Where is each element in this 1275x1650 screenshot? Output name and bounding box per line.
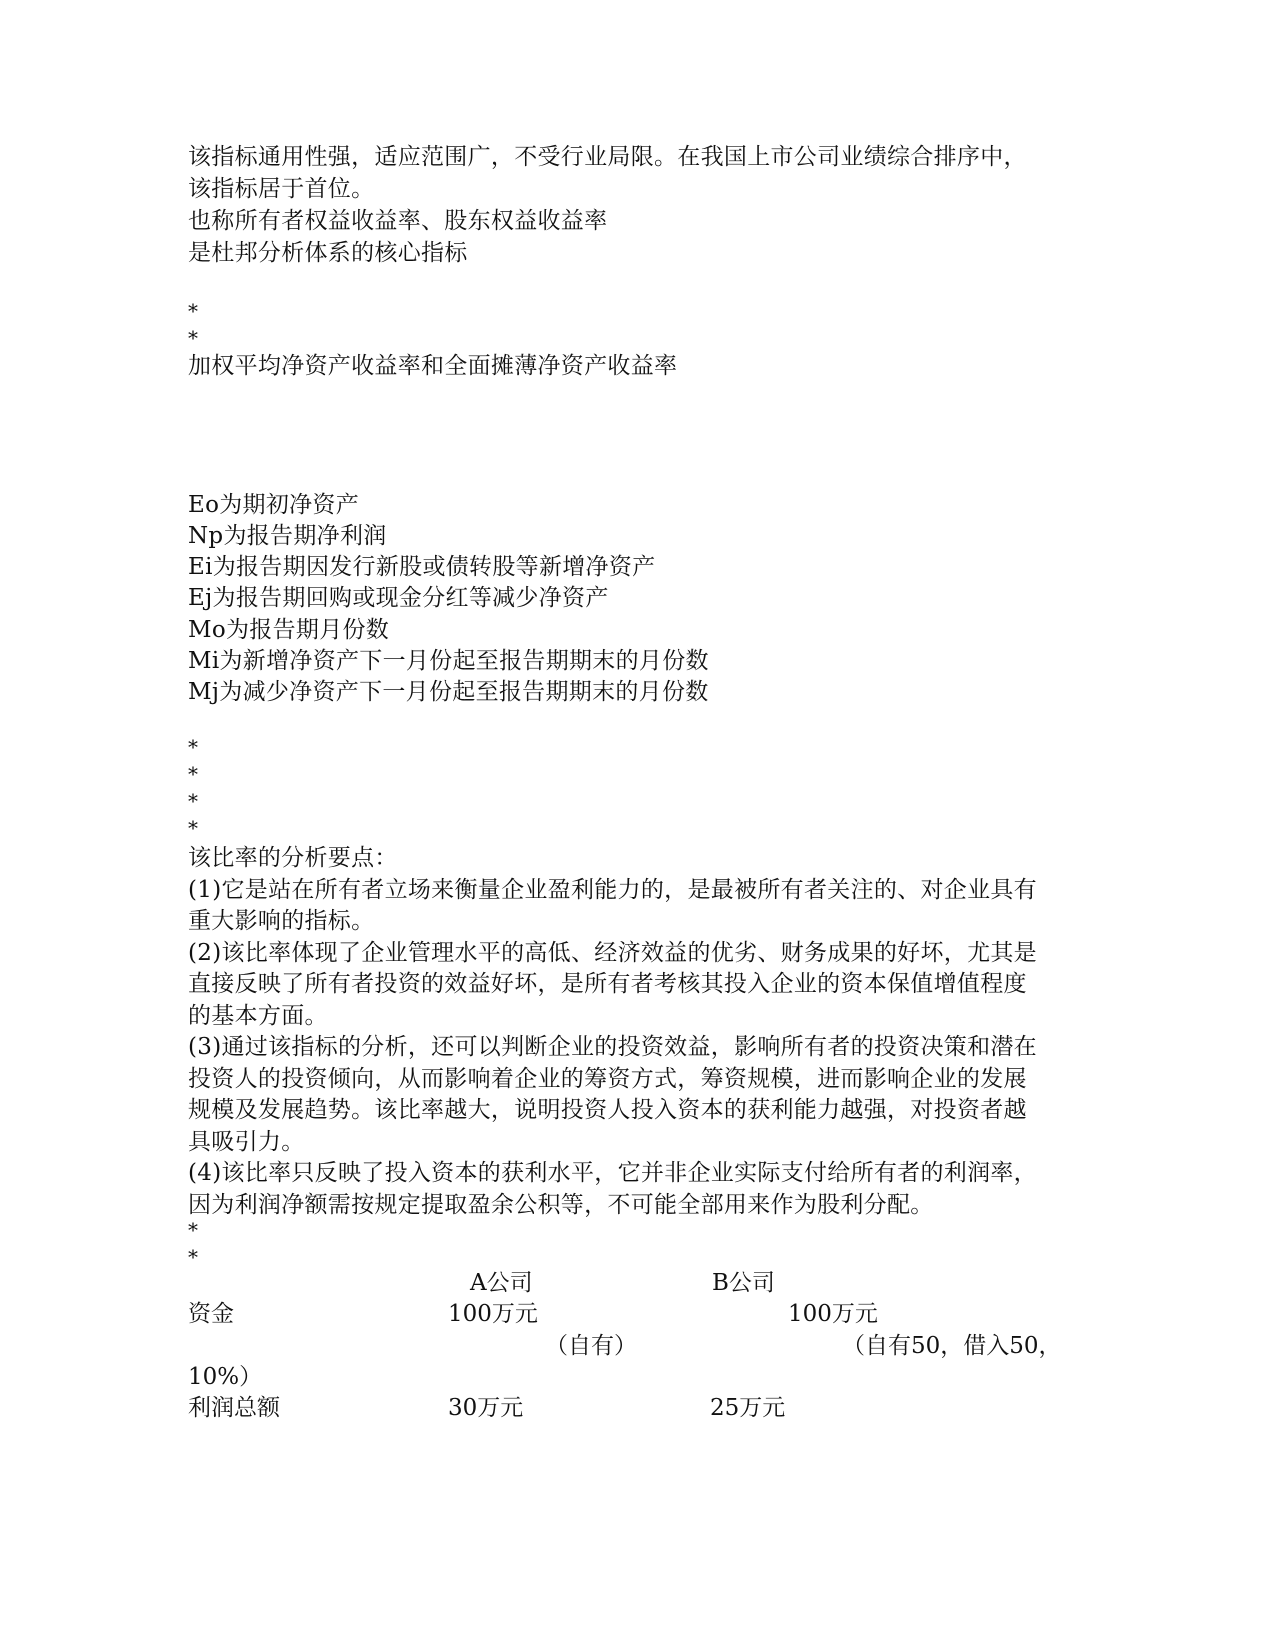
analysis-line: 直接反映了所有者投资的效益好坏，是所有者考核其投入企业的资本保值增值程度 (188, 971, 1027, 997)
definition-line: Ej为报告期回购或现金分红等减少净资产 (188, 585, 609, 611)
analysis-line: 因为利润净额需按规定提取盈余公积等，不可能全部用来作为股利分配。 (188, 1192, 934, 1218)
analysis-heading: 该比率的分析要点： (188, 845, 398, 871)
analysis-line: (2)该比率体现了企业管理水平的高低、经济效益的优劣、财务成果的好坏，尤其是 (188, 940, 1037, 966)
analysis-line: 具吸引力。 (188, 1129, 305, 1155)
profit-a-value: 30万元 (448, 1395, 524, 1421)
intro-line-2: 该指标居于首位。 (188, 176, 375, 202)
bullet-asterisk: * (188, 789, 199, 813)
column-header-b: B公司 (712, 1270, 775, 1296)
analysis-line: 重大影响的指标。 (188, 908, 375, 934)
definition-line: Ei为报告期因发行新股或债转股等新增净资产 (188, 554, 656, 580)
definition-line: Np为报告期净利润 (188, 523, 387, 549)
bullet-asterisk: * (188, 326, 199, 350)
intro-line-1: 该指标通用性强，适应范围广，不受行业局限。在我国上市公司业绩综合排序中， (188, 144, 1027, 170)
bullet-asterisk: * (188, 299, 199, 323)
bullet-asterisk: * (188, 735, 199, 759)
definition-line: Mj为减少净资产下一月份起至报告期期末的月份数 (188, 679, 709, 705)
definition-line: Mi为新增净资产下一月份起至报告期期末的月份数 (188, 648, 709, 674)
bullet-asterisk: * (188, 816, 199, 840)
column-header-a: A公司 (470, 1270, 533, 1296)
capital-a-value: 100万元 (448, 1301, 538, 1327)
bullet-asterisk: * (188, 1218, 199, 1242)
analysis-line: (1)它是站在所有者立场来衡量企业盈利能力的，是最被所有者关注的、对企业具有 (188, 877, 1037, 903)
definition-line: Mo为报告期月份数 (188, 617, 390, 643)
capital-b-note-cont: 10%） (188, 1364, 263, 1390)
analysis-line: (3)通过该指标的分析，还可以判断企业的投资效益，影响所有者的投资决策和潜在 (188, 1034, 1037, 1060)
intro-line-3: 也称所有者权益收益率、股东权益收益率 (188, 208, 608, 234)
analysis-line: 规模及发展趋势。该比率越大，说明投资人投入资本的获利能力越强，对投资者越 (188, 1097, 1027, 1123)
analysis-line: (4)该比率只反映了投入资本的获利水平，它并非企业实际支付给所有者的利润率， (188, 1160, 1037, 1186)
row-label-capital: 资金 (188, 1301, 234, 1327)
row-label-profit: 利润总额 (188, 1395, 280, 1421)
analysis-line: 的基本方面。 (188, 1003, 328, 1029)
capital-a-note: （自有） (545, 1333, 637, 1359)
analysis-line: 投资人的投资倾向，从而影响着企业的筹资方式，筹资规模，进而影响企业的发展 (188, 1066, 1027, 1092)
intro-line-4: 是杜邦分析体系的核心指标 (188, 240, 468, 266)
bullet-asterisk: * (188, 762, 199, 786)
bullet-asterisk: * (188, 1245, 199, 1269)
profit-b-value: 25万元 (710, 1395, 786, 1421)
weighted-title: 加权平均净资产收益率和全面摊薄净资产收益率 (188, 353, 678, 379)
capital-b-note: （自有50，借入50， (842, 1333, 1062, 1359)
capital-b-value: 100万元 (788, 1301, 878, 1327)
definition-line: Eo为期初净资产 (188, 492, 360, 518)
